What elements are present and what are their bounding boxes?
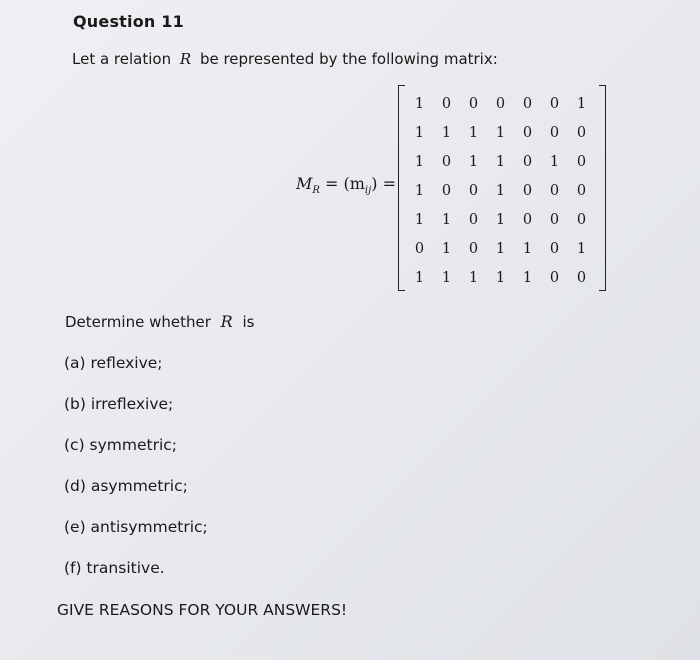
matrix-cell: 1 [414, 211, 425, 228]
list-item-irreflexive: (b) irreflexive; [64, 395, 174, 413]
matrix-cell: 1 [522, 269, 533, 286]
intro-text [72, 50, 498, 68]
matrix-row [406, 263, 596, 292]
matrix-grid [406, 89, 596, 292]
matrix-cell: 0 [522, 95, 533, 112]
instructions-footer: GIVE REASONS FOR YOUR ANSWERS! [57, 601, 348, 619]
matrix-row [406, 205, 596, 234]
matrix-row [406, 147, 596, 176]
matrix-cell: 0 [549, 240, 560, 257]
matrix-cell: 0 [441, 182, 452, 199]
matrix-cell: 1 [495, 240, 506, 257]
matrix-cell: 0 [441, 153, 452, 170]
matrix-row [406, 89, 596, 118]
matrix-cell: 1 [576, 95, 587, 112]
matrix-cell: 0 [414, 240, 425, 257]
equation-end: ) = [371, 174, 396, 193]
matrix-cell: 1 [468, 124, 479, 141]
matrix-cell: 0 [576, 269, 587, 286]
matrix-cell: 1 [441, 269, 452, 286]
matrix-cell: 1 [522, 240, 533, 257]
matrix-cell: 0 [468, 182, 479, 199]
matrix-cell: 0 [468, 211, 479, 228]
relation-variable: R [179, 50, 192, 68]
matrix-cell: 1 [576, 240, 587, 257]
matrix-cell: 1 [414, 95, 425, 112]
matrix-cell: 1 [495, 182, 506, 199]
list-item-transitive: (f) transitive. [64, 559, 165, 577]
list-item-symmetric: (c) symmetric; [64, 436, 178, 454]
matrix-cell: 0 [576, 182, 587, 199]
list-item-asymmetric: (d) asymmetric; [64, 477, 188, 495]
matrix-equation-lhs [296, 174, 396, 196]
matrix-row [406, 118, 596, 147]
question-title: Question 11 [73, 12, 184, 31]
property-list [64, 352, 208, 598]
matrix-cell: 0 [549, 182, 560, 199]
determine-text [65, 312, 254, 331]
determine-before: Determine whether [65, 313, 211, 331]
entry-subscript: ij [364, 185, 372, 196]
matrix-cell: 0 [549, 211, 560, 228]
matrix-cell: 0 [522, 153, 533, 170]
matrix-cell: 1 [495, 124, 506, 141]
intro-before: Let a relation [72, 50, 172, 68]
matrix-cell: 1 [414, 124, 425, 141]
matrix-cell: 1 [549, 153, 560, 170]
determine-variable: R [220, 312, 233, 331]
matrix-cell: 1 [495, 269, 506, 286]
matrix-cell: 0 [576, 211, 587, 228]
relation-matrix [398, 85, 606, 291]
matrix-symbol: M [296, 174, 313, 193]
matrix-cell: 1 [495, 211, 506, 228]
matrix-cell: 1 [414, 182, 425, 199]
matrix-cell: 1 [414, 153, 425, 170]
intro-after: be represented by the following matrix: [199, 50, 498, 68]
matrix-cell: 0 [468, 240, 479, 257]
matrix-cell: 0 [549, 269, 560, 286]
matrix-cell: 1 [468, 269, 479, 286]
matrix-cell: 1 [495, 153, 506, 170]
matrix-left-bracket [398, 85, 405, 291]
matrix-cell: 1 [468, 153, 479, 170]
matrix-row [406, 234, 596, 263]
matrix-cell: 0 [576, 153, 587, 170]
matrix-cell: 1 [414, 269, 425, 286]
matrix-cell: 0 [522, 211, 533, 228]
matrix-row [406, 176, 596, 205]
list-item-antisymmetric: (e) antisymmetric; [64, 518, 208, 536]
matrix-cell: 0 [576, 124, 587, 141]
matrix-cell: 0 [522, 182, 533, 199]
matrix-cell: 1 [441, 240, 452, 257]
matrix-cell: 0 [468, 95, 479, 112]
matrix-cell: 0 [549, 124, 560, 141]
matrix-cell: 0 [441, 95, 452, 112]
matrix-cell: 0 [522, 124, 533, 141]
list-item-reflexive: (a) reflexive; [64, 354, 163, 372]
matrix-cell: 1 [441, 211, 452, 228]
matrix-cell: 1 [441, 124, 452, 141]
matrix-cell: 0 [549, 95, 560, 112]
matrix-subscript: R [312, 185, 320, 196]
matrix-right-bracket [599, 85, 606, 291]
equation-mid: = (m [319, 174, 365, 193]
matrix-cell: 0 [495, 95, 506, 112]
determine-after: is [242, 313, 255, 331]
